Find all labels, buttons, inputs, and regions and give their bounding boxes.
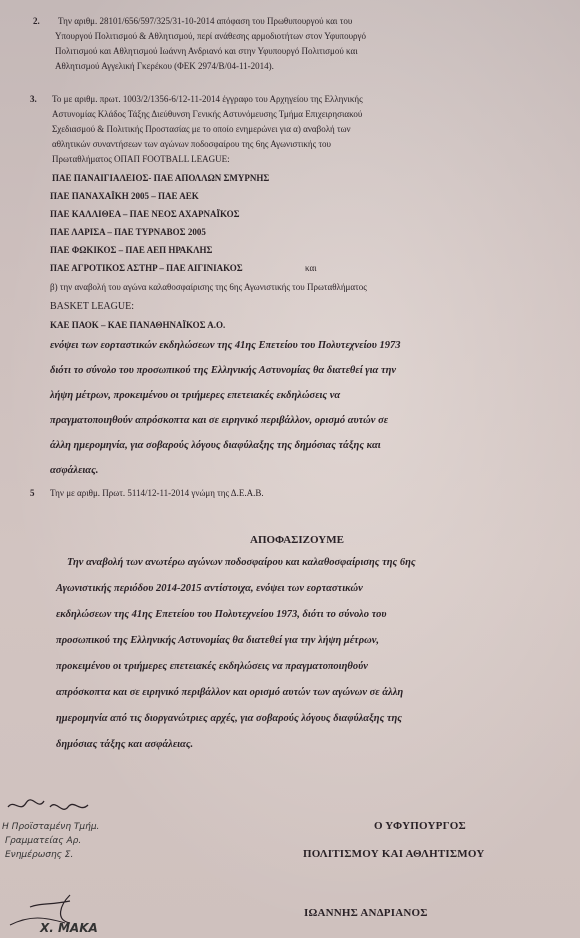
decision-heading: ΑΠΟΦΑΣΙΖΟΥΜΕ (250, 534, 344, 546)
decision-line: Αγωνιστικής περιόδου 2014-2015 αντίστοιχα, ενόψει των εορταστικών (56, 583, 363, 594)
stamp-line-1: Η Προϊσταμένη Τμήμ. (2, 822, 100, 832)
decision-line: ημερομηνία από τις διοργανώτριες αρχές, για σοβαρούς λόγους διαφύλαξης της (56, 713, 402, 724)
reason-line: ενόψει των εορταστικών εκδηλώσεων της 41ης Επετείου του Πολυτεχνείου 1973 (50, 340, 401, 351)
reason-line: λήψη μέτρων, προκειμένου οι τριήμερες επετειακές εκδηλώσεις να (50, 390, 341, 401)
decision-line: προκειμένου οι τριήμερες επετειακές εκδηλώσεις να πραγματοποιηθούν (56, 661, 368, 672)
item-3-line: αθλητικών συναντήσεων των αγώνων ποδοσφαίρου της 6ης Αγωνιστικής του (52, 139, 332, 149)
reason-line: διότι το σύνολο του προσωπικού της Ελληνικής Αστυνομίας θα διατεθεί για την (50, 365, 397, 376)
item-2-line: Την αριθμ. 28101/656/597/325/31-10-2014 απόφαση του Πρωθυπουργού και του (58, 16, 353, 26)
match-line: ΠΑΕ ΑΓΡΟΤΙΚΟΣ ΑΣΤΗΡ – ΠΑΕ ΑΙΓΙΝΙΑΚΟΣ (50, 263, 243, 273)
match-line: ΠΑΕ ΛΑΡΙΣΑ – ΠΑΕ ΤΥΡΝΑΒΟΣ 2005 (50, 227, 206, 237)
item-3-number: 3. (30, 94, 37, 104)
basket-intro: β) την αναβολή του αγώνα καλαθοσφαίρισης της 6ης Αγωνιστικής του Πρωταθλήματος (50, 282, 367, 292)
item-2-number: 2. (33, 16, 40, 26)
decision-line: δημόσιας τάξης και ασφάλειας. (56, 739, 194, 750)
match-line: ΠΑΕ ΠΑΝΑΙΓΙΑΛΕΙΟΣ- ΠΑΕ ΑΠΟΛΛΩΝ ΣΜΥΡΝΗΣ (52, 173, 270, 183)
reason-line: ασφάλειας. (50, 465, 99, 476)
item-3-line: Αστυνομίας Κλάδος Τάξης Διεύθυνση Γενικής Αστυνόμευσης Τμήμα Επιχειρησιακού (52, 109, 363, 119)
match-line: ΠΑΕ ΦΩΚΙΚΟΣ – ΠΑΕ ΑΕΠ ΗΡΑΚΛΗΣ (50, 245, 213, 255)
item-5-number: 5 (30, 488, 35, 498)
stamp-line-2: Γραμματείας Αρ. (5, 836, 82, 846)
basket-match: ΚΑΕ ΠΑΟΚ – ΚΑΕ ΠΑΝΑΘΗΝΑΪΚΟΣ Α.Ο. (50, 320, 226, 330)
item-2-line: Υπουργού Πολιτισμού & Αθλητισμού, περί ανάθεσης αρμοδιοτήτων στον Υφυπουργό (55, 31, 366, 41)
reason-line: άλλη ημερομηνία, για σοβαρούς λόγους διαφύλαξης της δημόσιας τάξης και (50, 440, 381, 451)
match-line: ΠΑΕ ΠΑΝΑΧΑΪΚΗ 2005 – ΠΑΕ ΑΕΚ (50, 191, 199, 201)
decision-line: προσωπικού της Ελληνικής Αστυνομίας θα διατεθεί για την λήψη μέτρων, (56, 635, 380, 646)
item-3-line: Σχεδιασμού & Πολιτικής Προστασίας με το οποίο ενημερώνει για α) αναβολή των (52, 124, 351, 134)
decision-line: εκδηλώσεων της 41ης Επετείου του Πολυτεχνείου 1973, διότι το σύνολο του (56, 609, 387, 620)
item-3-line: Πρωταθλήματος ΟΠΑΠ FOOTBALL LEAGUE: (52, 154, 230, 164)
signature-title-1: Ο ΥΦΥΠΟΥΡΓΟΣ (374, 820, 466, 832)
basket-league: BASKET LEAGUE: (50, 301, 134, 312)
match-line: ΠΑΕ ΚΑΛΛΙΘΕΑ – ΠΑΕ ΝΕΟΣ ΑΧΑΡΝΑΪΚΟΣ (50, 209, 240, 219)
item-5-text: Την με αριθμ. Πρωτ. 5114/12-11-2014 γνώμη της Δ.Ε.Α.Β. (50, 488, 264, 498)
signature-name: ΙΩΑΝΝΗΣ ΑΝΔΡΙΑΝΟΣ (304, 907, 428, 919)
item-2-line: Αθλητισμού Αγγελική Γκερέκου (ΦΕΚ 2974/Β/04-11-2014). (55, 61, 274, 71)
reason-line: πραγματοποιηθούν απρόσκοπτα και σε ειρηνικό περιβάλλον, ορισμό αυτών σε (50, 415, 389, 426)
decision-line: Την αναβολή των ανωτέρω αγώνων ποδοσφαίρου και καλαθοσφαίρισης της 6ης (67, 557, 416, 568)
signature-title-2: ΠΟΛΙΤΙΣΜΟΥ ΚΑΙ ΑΘΛΗΤΙΣΜΟΥ (303, 848, 485, 860)
decision-line: απρόσκοπτα και σε ειρηνικό περιβάλλον και ορισμό αυτών των αγώνων σε άλλη (56, 687, 404, 698)
stamp-line-3: Ενημέρωσης Σ. (5, 850, 74, 860)
item-2-line: Πολιτισμού και Αθλητισμού Ιωάννη Ανδριανό και στην Υφυπουργό Πολιτισμού και (55, 46, 358, 56)
item-3-line: Το με αριθμ. πρωτ. 1003/2/1356-6/12-11-2014 έγγραφο του Αρχηγείου της Ελληνικής (52, 94, 363, 104)
stamp-name: Χ. ΜΑΚΑ (40, 921, 98, 935)
match-tail: και (305, 263, 317, 273)
handwritten-signature (0, 795, 150, 938)
